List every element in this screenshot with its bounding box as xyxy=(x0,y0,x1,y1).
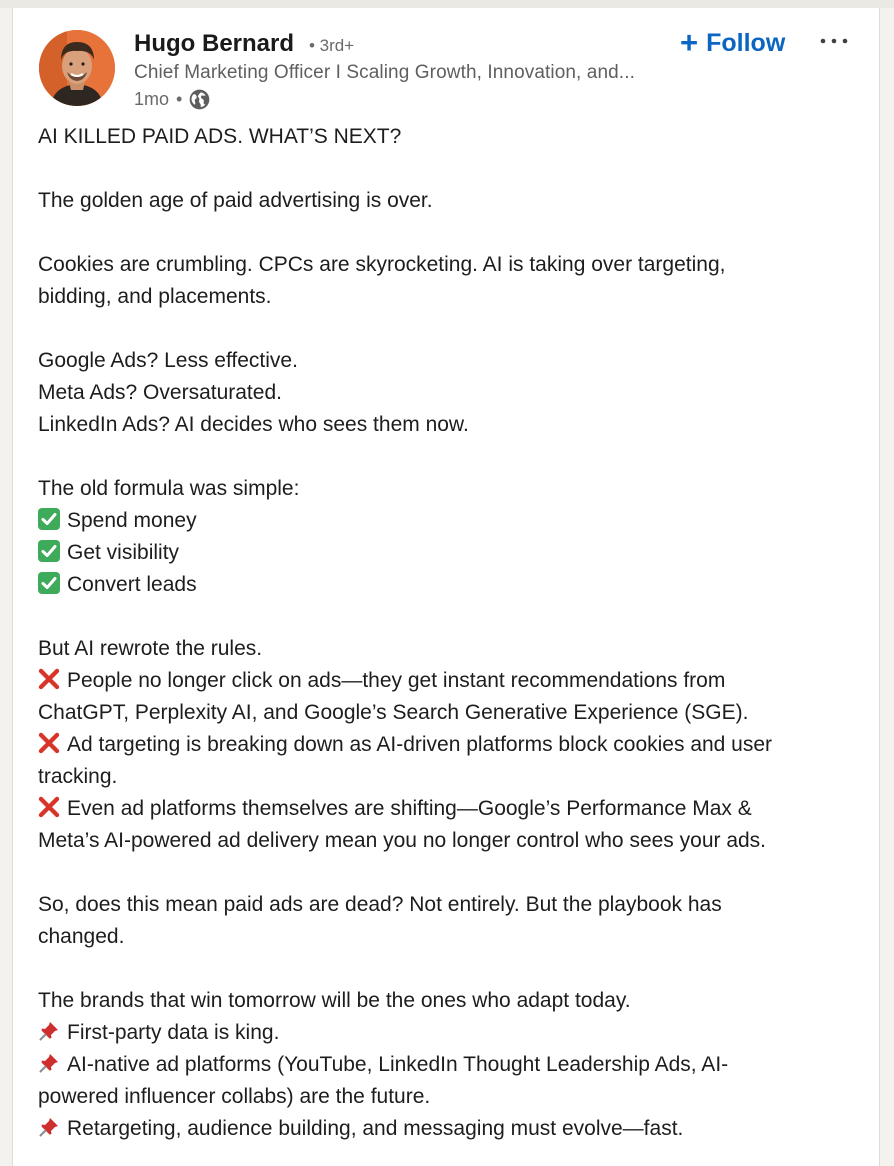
follow-button[interactable] xyxy=(680,26,785,60)
post-paragraph: tracking. xyxy=(38,765,118,788)
cross-list-item: Ad targeting is breaking down as AI-driven platforms block cookies and user xyxy=(38,729,868,761)
cross-list-item: People no longer click on ads—they get instant recommendations from xyxy=(38,665,868,697)
post-paragraph: bidding, and placements. xyxy=(38,285,272,308)
post-paragraph: Meta’s AI-powered ad delivery mean you no longer control who sees your ads. xyxy=(38,829,767,852)
post-time: 1mo xyxy=(134,88,170,109)
cross-mark-icon xyxy=(38,668,60,690)
post-text xyxy=(38,121,868,1145)
post-paragraph: Meta Ads? Oversaturated. xyxy=(38,381,282,404)
meta-separator: • xyxy=(176,88,183,109)
checklist-item: Get visibility xyxy=(38,537,868,569)
post-paragraph: The brands that win tomorrow will be the ones who adapt today. xyxy=(38,989,631,1012)
cross-mark-icon xyxy=(38,732,60,754)
pin-list-item: First-party data is king. xyxy=(38,1017,868,1049)
post-paragraph: ChatGPT, Perplexity AI, and Google’s Search Generative Experience (SGE). xyxy=(38,701,749,724)
pushpin-icon xyxy=(38,1052,60,1074)
checklist-item: Convert leads xyxy=(38,569,868,601)
feed-top-strip xyxy=(0,0,894,8)
post-card xyxy=(12,8,880,1166)
author-headline[interactable]: Chief Marketing Officer I Scaling Growth, Innovation, and... xyxy=(134,62,635,83)
more-horizontal-icon xyxy=(819,37,849,45)
pin-list-item: Retargeting, audience building, and messaging must evolve—fast. xyxy=(38,1113,868,1145)
post-paragraph: powered influencer collabs) are the future. xyxy=(38,1085,431,1108)
pushpin-icon xyxy=(38,1020,60,1042)
cross-mark-icon xyxy=(38,796,60,818)
check-mark-icon xyxy=(38,508,60,530)
post-paragraph: Cookies are crumbling. CPCs are skyrocketing. AI is taking over targeting, xyxy=(38,253,726,276)
more-options-button[interactable] xyxy=(817,28,851,54)
post-paragraph: changed. xyxy=(38,925,125,948)
post-paragraph: So, does this mean paid ads are dead? Not entirely. But the playbook has xyxy=(38,893,722,916)
check-mark-icon xyxy=(38,572,60,594)
post-paragraph: The old formula was simple: xyxy=(38,477,300,500)
check-mark-icon xyxy=(38,540,60,562)
cross-list-item: Even ad platforms themselves are shifting—Google’s Performance Max & xyxy=(38,793,868,825)
pin-list-item: AI-native ad platforms (YouTube, LinkedIn Thought Leadership Ads, AI- xyxy=(38,1049,868,1081)
post-title: AI KILLED PAID ADS. WHAT’S NEXT? xyxy=(38,125,402,148)
post-paragraph: But AI rewrote the rules. xyxy=(38,637,263,660)
post-paragraph: Google Ads? Less effective. xyxy=(38,349,298,372)
author-name[interactable]: Hugo Bernard xyxy=(134,30,295,57)
post-paragraph: The golden age of paid advertising is over. xyxy=(38,189,433,212)
globe-icon xyxy=(189,89,210,110)
checklist-item: Spend money xyxy=(38,505,868,537)
pushpin-icon xyxy=(38,1116,60,1138)
follow-label: Follow xyxy=(706,28,786,57)
connection-degree: • 3rd+ xyxy=(309,36,355,55)
avatar[interactable] xyxy=(39,30,115,106)
post-meta xyxy=(134,88,210,110)
plus-icon: + xyxy=(680,25,699,60)
post-paragraph: LinkedIn Ads? AI decides who sees them now. xyxy=(38,413,469,436)
